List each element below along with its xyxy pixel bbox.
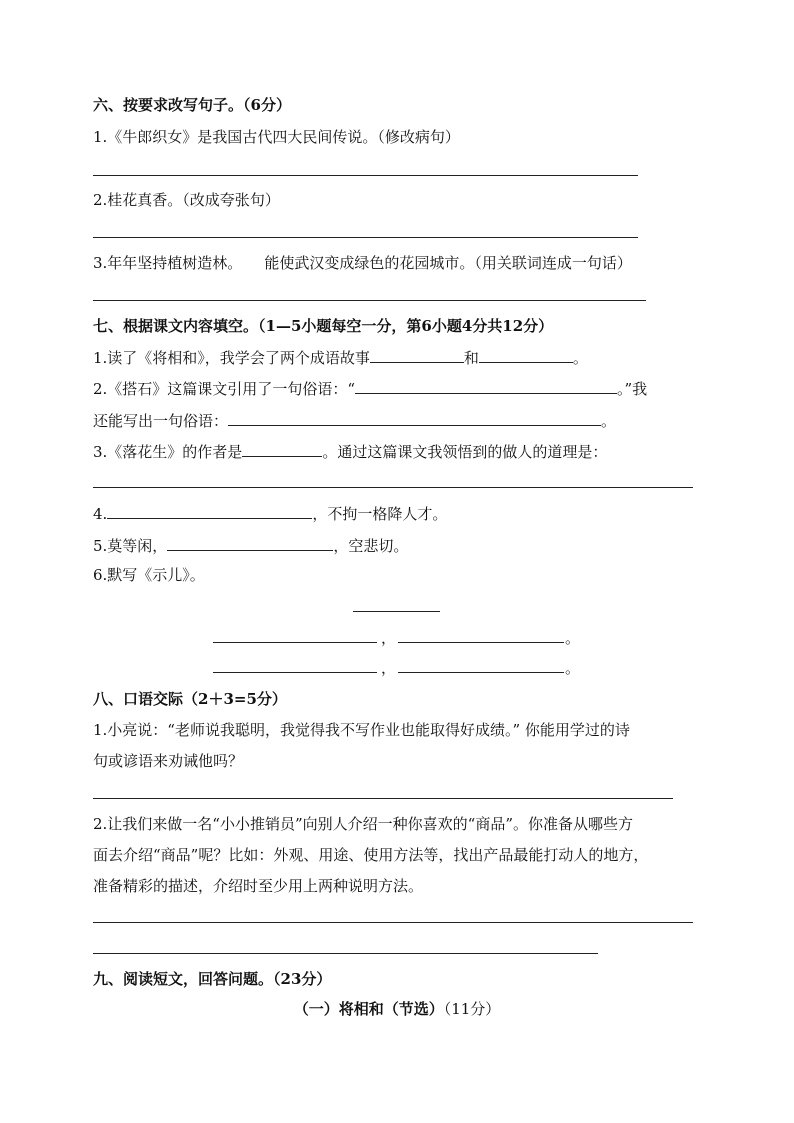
question-7-2-cont: 还能写出一句俗语： 。 bbox=[93, 409, 616, 431]
question-8-2-line1: 2.让我们来做一名“小小推销员”向别人介绍一种你喜欢的“商品”。你准备从哪些方 bbox=[93, 815, 633, 833]
blank-7-5[interactable] bbox=[167, 534, 333, 551]
question-7-1: 1.读了《将相和》，我学会了两个成语故事 和 。 bbox=[93, 346, 588, 368]
question-8-2-line2: 面去介绍“商品”呢？比如：外观、用途、使用方法等，找出产品最能打动人的地方， bbox=[93, 846, 649, 864]
question-6-1: 1.《牛郎织女》是我国古代四大民间传说。（修改病句） bbox=[93, 128, 460, 146]
question-8-2-line3: 准备精彩的描述，介绍时至少用上两种说明方法。 bbox=[93, 877, 424, 895]
blank-7-2b[interactable] bbox=[228, 409, 601, 426]
poem-comma-1: ， bbox=[381, 629, 397, 647]
question-7-5: 5.莫等闲， ，空悲切。 bbox=[93, 534, 408, 556]
answer-line-6-3[interactable] bbox=[93, 300, 646, 301]
question-6-2: 2.桂花真香。（改成夸张句） bbox=[93, 191, 280, 209]
section-6-title: 六、按要求改写句子。（6分） bbox=[93, 96, 291, 114]
poem-comma-2: ， bbox=[381, 659, 397, 677]
blank-7-1a[interactable] bbox=[370, 346, 464, 363]
answer-line-8-2b[interactable] bbox=[93, 953, 598, 954]
poem-line-1a[interactable] bbox=[213, 642, 377, 643]
section-7-title: 七、根据课文内容填空。（1—5小题每空一分，第6小题4分共12分） bbox=[93, 317, 554, 335]
passage-title: （一）将相和（节选）（11分） bbox=[293, 1000, 501, 1018]
answer-line-8-1[interactable] bbox=[93, 798, 673, 799]
question-7-2: 2.《搭石》这篇课文引用了一句俗语：“ 。”我 bbox=[93, 377, 647, 399]
question-8-1-line1: 1.小亮说：“老师说我聪明，我觉得我不写作业也能取得好成绩。” 你能用学过的诗 bbox=[93, 721, 630, 739]
poem-line-2a[interactable] bbox=[213, 672, 377, 673]
blank-7-1b[interactable] bbox=[479, 346, 573, 363]
question-7-4: 4. ，不拘一格降人才。 bbox=[93, 502, 447, 524]
answer-line-8-2a[interactable] bbox=[93, 922, 693, 923]
answer-line-6-1[interactable] bbox=[93, 175, 638, 176]
blank-7-4[interactable] bbox=[107, 502, 312, 519]
poem-title-line[interactable] bbox=[353, 611, 440, 612]
blank-7-2a[interactable] bbox=[355, 377, 617, 394]
poem-period-2: 。 bbox=[565, 659, 581, 677]
question-7-6: 6.默写《示儿》。 bbox=[93, 566, 205, 584]
blank-7-3a[interactable] bbox=[242, 440, 322, 457]
poem-line-2b[interactable] bbox=[398, 672, 564, 673]
section-8-title: 八、口语交际（2＋3=5分） bbox=[93, 690, 287, 708]
poem-period-1: 。 bbox=[565, 629, 581, 647]
section-9-title: 九、阅读短文，回答问题。（23分） bbox=[93, 970, 332, 988]
answer-line-7-3[interactable] bbox=[93, 487, 693, 488]
question-8-1-line2: 句或谚语来劝诫他吗？ bbox=[93, 752, 244, 770]
question-6-3: 3.年年坚持植树造林。 能使武汉变成绿色的花园城市。（用关联词连成一句话） bbox=[93, 254, 632, 272]
poem-line-1b[interactable] bbox=[398, 642, 564, 643]
answer-line-6-2[interactable] bbox=[93, 237, 638, 238]
question-7-3: 3.《落花生》的作者是 。通过这篇课文我领悟到的做人的道理是： bbox=[93, 440, 607, 462]
